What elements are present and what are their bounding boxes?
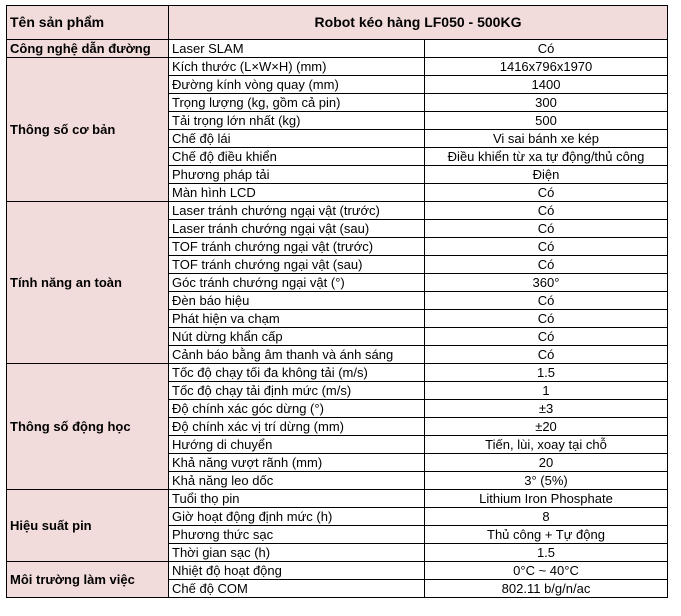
table-row — [7, 40, 668, 58]
table-row — [7, 364, 668, 382]
spec-attribute: Hướng di chuyển — [169, 436, 425, 454]
spec-attribute: Khả năng leo dốc — [169, 472, 425, 490]
spec-value: Có — [425, 256, 668, 274]
table-row — [7, 490, 668, 508]
table-row — [7, 58, 668, 76]
spec-value: 300 — [425, 94, 668, 112]
spec-attribute: Màn hình LCD — [169, 184, 425, 202]
group-label: Hiệu suất pin — [7, 490, 169, 562]
spec-attribute: Tốc độ chạy tải định mức (m/s) — [169, 382, 425, 400]
spec-attribute: Nhiệt độ hoạt động — [169, 562, 425, 580]
spec-value: ±20 — [425, 418, 668, 436]
spec-attribute: Tải trọng lớn nhất (kg) — [169, 112, 425, 130]
spec-value: Vi sai bánh xe kép — [425, 130, 668, 148]
spec-value: Điều khiển từ xa tự động/thủ công — [425, 148, 668, 166]
spec-attribute: Nút dừng khẩn cấp — [169, 328, 425, 346]
spec-attribute: Kích thước (L×W×H) (mm) — [169, 58, 425, 76]
spec-value: 1416x796x1970 — [425, 58, 668, 76]
spec-attribute: Giờ hoạt động định mức (h) — [169, 508, 425, 526]
spec-value: Có — [425, 346, 668, 364]
group-label: Thông số cơ bản — [7, 58, 169, 202]
spec-attribute: TOF tránh chướng ngại vật (trước) — [169, 238, 425, 256]
group-label: Môi trường làm việc — [7, 562, 169, 598]
spec-value: 360° — [425, 274, 668, 292]
spec-attribute: Khả năng vượt rãnh (mm) — [169, 454, 425, 472]
spec-attribute: Phương thức sạc — [169, 526, 425, 544]
spec-value: Tiến, lùi, xoay tại chỗ — [425, 436, 668, 454]
spec-attribute: Đường kính vòng quay (mm) — [169, 76, 425, 94]
spec-value: Có — [425, 238, 668, 256]
spec-attribute: Chế độ lái — [169, 130, 425, 148]
group-label: Tính năng an toàn — [7, 202, 169, 364]
spec-value: 8 — [425, 508, 668, 526]
spec-attribute: Laser tránh chướng ngại vật (sau) — [169, 220, 425, 238]
spec-value: Có — [425, 292, 668, 310]
spec-attribute: Thời gian sạc (h) — [169, 544, 425, 562]
spec-value: ±3 — [425, 400, 668, 418]
spec-sheet — [6, 5, 668, 598]
spec-value: Điện — [425, 166, 668, 184]
spec-value: Lithium Iron Phosphate — [425, 490, 668, 508]
spec-attribute: Độ chính xác vị trí dừng (mm) — [169, 418, 425, 436]
spec-attribute: Góc tránh chướng ngại vật (°) — [169, 274, 425, 292]
spec-attribute: Chế độ điều khiển — [169, 148, 425, 166]
spec-value: Có — [425, 310, 668, 328]
spec-attribute: Tốc độ chạy tối đa không tải (m/s) — [169, 364, 425, 382]
spec-value: 500 — [425, 112, 668, 130]
spec-attribute: Tuổi thọ pin — [169, 490, 425, 508]
spec-value: 1 — [425, 382, 668, 400]
spec-table — [6, 5, 668, 598]
spec-value: Có — [425, 328, 668, 346]
spec-body — [7, 40, 668, 598]
spec-value: 0°C ~ 40°C — [425, 562, 668, 580]
spec-value: 20 — [425, 454, 668, 472]
spec-value: Có — [425, 220, 668, 238]
header-row — [7, 6, 668, 40]
spec-attribute: Đèn báo hiệu — [169, 292, 425, 310]
spec-value: Có — [425, 202, 668, 220]
spec-value: 3° (5%) — [425, 472, 668, 490]
table-row — [7, 202, 668, 220]
spec-value: Thủ công + Tự động — [425, 526, 668, 544]
spec-value: 1400 — [425, 76, 668, 94]
spec-value: 802.11 b/g/n/ac — [425, 580, 668, 598]
spec-value: Có — [425, 184, 668, 202]
spec-attribute: Độ chính xác góc dừng (°) — [169, 400, 425, 418]
spec-attribute: Phương pháp tải — [169, 166, 425, 184]
spec-attribute: Cảnh báo bằng âm thanh và ánh sáng — [169, 346, 425, 364]
spec-attribute: Laser SLAM — [169, 40, 425, 58]
spec-value: Có — [425, 40, 668, 58]
spec-attribute: Laser tránh chướng ngại vật (trước) — [169, 202, 425, 220]
table-row — [7, 562, 668, 580]
spec-attribute: TOF tránh chướng ngại vật (sau) — [169, 256, 425, 274]
group-label: Công nghệ dẫn đường — [7, 40, 169, 58]
spec-attribute: Trọng lượng (kg, gồm cả pin) — [169, 94, 425, 112]
spec-value: 1.5 — [425, 544, 668, 562]
product-title: Robot kéo hàng LF050 - 500KG — [169, 6, 668, 40]
group-label: Thông số động học — [7, 364, 169, 490]
spec-value: 1.5 — [425, 364, 668, 382]
product-name-label: Tên sản phẩm — [7, 6, 169, 40]
spec-attribute: Phát hiện va chạm — [169, 310, 425, 328]
spec-attribute: Chế độ COM — [169, 580, 425, 598]
